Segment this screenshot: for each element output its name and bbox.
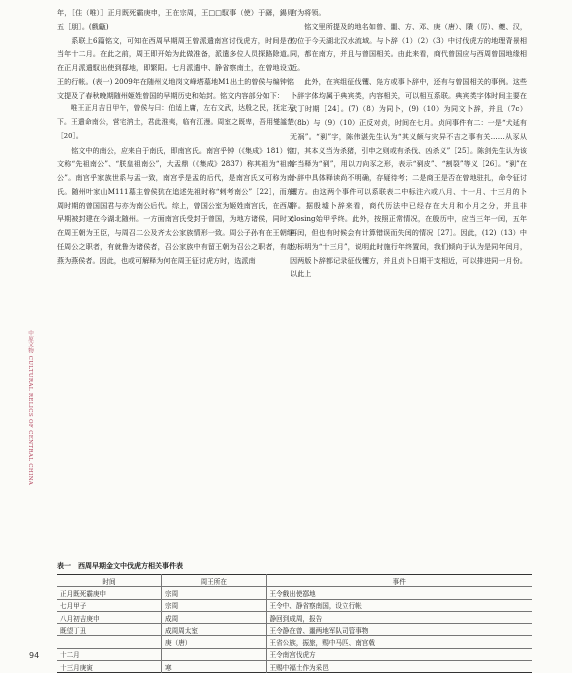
cell-location: 成周 <box>162 611 267 623</box>
cell-time <box>57 636 162 648</box>
table-header-row <box>57 575 532 587</box>
table-row <box>57 624 532 636</box>
cell-event: 王令戲出使鄀地 <box>266 587 532 599</box>
header-time: 时间 <box>57 575 162 587</box>
cell-time: 十三月庚寅 <box>57 661 162 673</box>
cell-event: 王令南宫伐虎方 <box>266 648 532 660</box>
cell-location: 宗周 <box>162 599 267 611</box>
cell-time: 十二月 <box>57 648 162 660</box>
header-king-location: 周王所在 <box>162 575 267 587</box>
cell-event: 王赐中褔土作为采邑 <box>266 661 532 673</box>
table-row <box>57 636 532 648</box>
paragraph-campaign-summary: 系联上6篇铭文，可知在西周早期周王曾派遣南宫讨伐虎方，时间是在当年十二月。在此之前，周王即开始为此做准备，派遣多位人员探路除道。在正月派遣馭出使到鄀地，即繁阳。七月派遣中、静省察南土，在曾地设立王的行帐。(表一) 2009年在随州义地岗文峰塔墓地M1出土的曾侯与编钟铭文提及了春秋晚期随州姬姓曾国的早期历史和始封。铭文内容部分如下： <box>57 35 294 100</box>
events-table <box>57 574 532 673</box>
paragraph-nangong: 铭文中的南公，应来自于南氏，即南宫氏。南宫乎钟（《集成》181）铭文称“先祖南公”、“朕皇祖南公”，大盂鼎（《集成》2837）称其祖为“祖南公”。南宫乎家族世系与盂一致，南宫乎是盂的后代，是南宫氏又可称为南氏。随州叶家山M111墓主曾侯犺在追述先祖时称“剌考南公”［22］，而东周时期的曾国国君与亦为南公后代。综上，曾国公室为姬姓南宫氏，在西周早期被封建在今湖北随州。一方面南宫氏受封于曾国，为地方诸侯，同时又在周王朝为王臣，与周召二公及齐太公家族情形一致。周公子孙有在王朝继任周公之职者，有就鲁为诸侯者，召公家族中有留王朝为召公之职者，有赴燕为燕侯者。因此，也或可解释为何在周王征讨虎方时，选派南 <box>57 145 294 265</box>
cell-time: 七月甲子 <box>57 599 162 611</box>
inscription-continuation: 年，［住（唯）］正月既死霸庚申，王在宗周，王□□馭事（使）于繇，錫貝五［朋］。(戲甗) <box>57 8 294 31</box>
cell-location: 宗周 <box>162 587 267 599</box>
cell-location: 成周周太室 <box>162 624 267 636</box>
table-row <box>57 661 532 673</box>
cell-location: 寒 <box>162 661 267 673</box>
table-row <box>57 648 532 660</box>
right-text-column <box>290 6 527 281</box>
cell-event: 王省公族，振旅，赐中马匹、南宫戟 <box>266 636 532 648</box>
header-event: 事件 <box>266 575 532 587</box>
cell-location: 庚（唐） <box>162 636 267 648</box>
cell-event: 王令静在曾、噩两地军队司管事物 <box>266 624 532 636</box>
paragraph-oracle-bones: 此外，在宾组征伐䦆、凫方或事卜辞中，还有与曾国相关的事例。这些卜辞字体均属于典宾类，内容相关，可以相互系联。典宾类字体时间主要在武丁时期［24］。(7)（8）为同卜，(9)（10）为同文卜辞，并且（7c）（8b）与（9）（10）正反对贞，时间在七月。贞问事件有二：一是“犬延有无祸”。“剢”字，陈伟湛先生认为“其义颇与灾异不吉之事有关……从豕从刀，其本义当为杀猪，引申之则或有杀伐、凶杀义”［25］。陈剑先生认为该字当释为“剢”，用以刀向豕之形，表示“剢皮”、“割裂”等义［26］。“剢”在卜辞中具体释读尚不明确，存疑待考；二是商王是否在曾地驻扎，命令征讨䦆方。由这两个事件可以系联表二中标注六或八月、十一月、十三月的卜辞。据殷墟卜辞来看，商代历法中已经存在大月和小月之分，并且非closing始甲乎终。此外，按照正常情况，在殷历中，应当三年一闰，五年再闰，但也有时候会有计算错误而失闰的情况［27］。因此，(12)（13）中均标明为“十三月”，说明此时施行年终置闰，我们倾向于认为是同年闰月，因两版卜辞都记录征伐䦆方，并且贞卜日期干支相近，可以排进同一月份。以此上 <box>290 76 527 279</box>
journal-margin-title: 中原文物 CULTURAL RELICS OF CENTRAL CHINA <box>27 330 33 486</box>
cell-location <box>162 648 267 660</box>
table-row <box>57 611 532 623</box>
cell-time: 八月初吉庚申 <box>57 611 162 623</box>
table-title: 表一 西周早期金文中伐虎方相关事件表 <box>57 562 183 570</box>
bell-inscription-quote: 唯王正月吉日甲午，曾侯与曰：伯适上庸，左右文武，达殷之民，抚定天下。王遣命南公，营宅汭土，君此淮夷，临有江漫。周室之既卑，吾用燮謐楚［20］。 <box>57 104 294 140</box>
cell-event: 静回到成周，报告 <box>266 611 532 623</box>
paragraph-continuation: 宫为将领。 <box>290 8 326 17</box>
left-text-column <box>57 6 294 267</box>
page-number: 94 <box>29 651 40 660</box>
table-row <box>57 599 532 611</box>
cell-time: 既望丁丑 <box>57 624 162 636</box>
table-row <box>57 587 532 599</box>
paragraph-place-names: 铭文里所提及的地名如曾、噩、方、邓、庚（唐）、隤（厉）、夔、汉，均位于今天湖北汉水流域。与卜辞（1）（2）（3）中讨伐虎方的地理背景相同，都在南方，并且与曾国相关。由此来看，商代曾国应与西周曾国地缘相近。 <box>290 21 527 72</box>
cell-event: 王令中、静省察南国，设立行帐 <box>266 599 532 611</box>
cell-time: 正月既死霸庚申 <box>57 587 162 599</box>
